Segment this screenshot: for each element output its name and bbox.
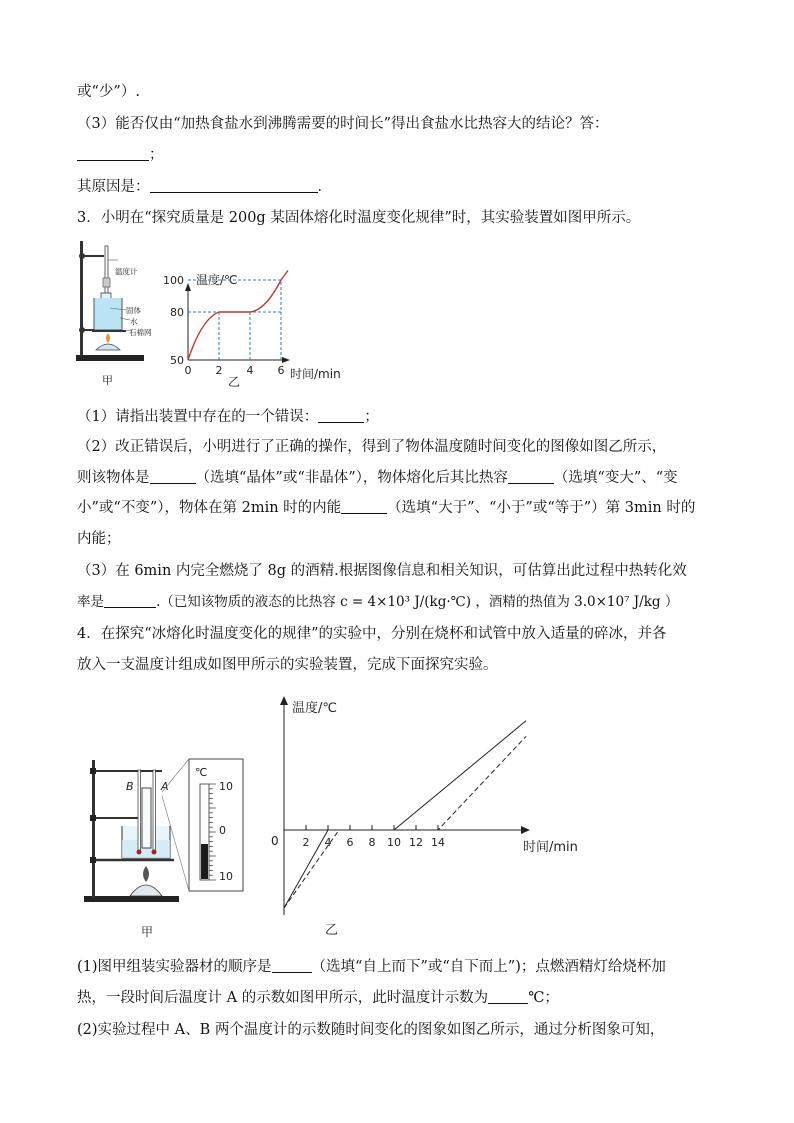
x-tick-label: 2 [215,364,223,377]
answer-blank[interactable] [488,988,528,1004]
answer-blank[interactable] [150,177,318,193]
thermo-tick-label: 10 [219,870,233,883]
x-tick-label: 14 [431,836,445,849]
text-line: 内能； [77,531,121,547]
text-line [77,988,559,1008]
thermometer-unit: ℃ [195,766,208,779]
thermo-tick-label: 0 [219,824,226,837]
text-fragment: ℃； [528,990,559,1006]
figure1-graph [163,262,366,392]
text-fragment: （选填“自上而下”或“自下而上”)；点燃酒精灯给烧杯加 [311,959,666,975]
text-line: （3）在 6min 内完全燃烧了 8g 的酒精.根据图像信息和相关知识，可估算出此过程中热转化效 [77,563,687,579]
text-fragment: 则该物体是 [77,470,150,486]
figure-caption: 甲 [102,374,113,387]
x-axis-arrow [521,826,530,834]
series-line-asolid [284,721,526,908]
text-line: （2）改正错误后，小明进行了正确的操作，得到了物体温度随时间变化的图像如图乙所示， [77,439,667,455]
text-fragment: （选填“大于”、“小于”或“等于”）第 3min 时的 [387,500,696,516]
label-solid: 固体 [126,306,141,315]
text-fragment: (1)图甲组装实验器材的顺序是 [77,959,272,975]
figure2-graph [262,690,592,945]
x-axis-label: 时间/min [523,840,578,855]
flame-icon [143,866,149,882]
text-fragment: （1）请指出装置中存在的一个错误： [77,409,319,425]
text-fragment: 其原因是： [77,179,150,195]
y-axis-label: 温度/℃ [196,273,238,287]
figure2-apparatus [82,756,252,941]
x-tick-label: 8 [368,836,376,849]
label-a: A [161,780,169,793]
x-axis-arrow [282,357,290,363]
question-4-title: 4．在探究“冰熔化时温度变化的规律”的实验中，分别在烧杯和试管中放入适量的碎冰，并各 [77,626,667,642]
label-gauze: 石棉网 [129,328,152,337]
answer-blank[interactable] [318,407,364,423]
text-line [77,498,695,518]
text-fragment: 小”或“不变”），物体在第 2min 时的内能 [77,500,342,516]
stand-base [84,896,179,902]
text-line: (2)实验过程中 A、B 两个温度计的示数随时间变化的图象如图乙所示，通过分析图象可知， [77,1022,665,1038]
x-axis-label: 时间/min [290,367,341,381]
y-tick-label: 50 [170,354,184,367]
x-tick-label: 6 [277,364,285,377]
text-line: 放入一支温度计组成如图甲所示的实验装置，完成下面探究实验。 [77,657,498,673]
origin-label: 0 [271,834,279,848]
label-water: 水 [130,317,138,326]
figure-caption: 甲 [141,925,154,939]
label-b: B [126,780,134,793]
y-tick-label: 80 [170,306,184,319]
answer-blank[interactable] [150,468,196,484]
stand-base [76,355,144,361]
text-fragment: ． [317,179,332,195]
answer-blank[interactable] [341,498,387,514]
text-fragment: （选填“晶体”或“非晶体”），物体熔化后其比热容 [195,470,508,486]
x-tick-label: 6 [346,836,354,849]
y-tick-label: 100 [163,274,184,287]
test-tube [142,788,151,848]
figure-caption: 乙 [325,923,339,938]
text-line [77,177,332,197]
y-axis-arrow [185,283,191,291]
alcohol-lamp [96,344,120,350]
answer-blank[interactable] [508,468,554,484]
thermo-tick-label: 10 [219,780,233,793]
x-tick-label: 4 [324,836,332,849]
thermometer-b-icon [138,770,141,850]
label-thermometer: 温度计 [115,267,138,276]
text-line [77,407,379,427]
text-fragment: （选填“变大”、“变 [553,470,678,486]
y-axis-label: 温度/℃ [292,701,337,716]
answer-blank[interactable] [77,145,149,161]
text-line [77,957,666,977]
figure-caption: 乙 [228,375,241,389]
text-line [77,468,678,488]
x-tick-label: 4 [246,364,254,377]
figure1-apparatus [74,238,174,388]
thermometer-a-icon [153,770,156,850]
text-fragment: ； [149,147,164,163]
text-line [77,145,164,165]
answer-blank[interactable] [104,592,156,608]
text-line [77,592,678,612]
series-line-bdashed [284,736,526,908]
text-fragment: ； [364,409,379,425]
x-tick-label: 2 [302,836,310,849]
flame-icon [106,333,110,343]
text-fragment: .（已知该物质的液态的比热容 c = 4×10³ J/(kg·℃) ，酒精的热值为 3.0×10⁷ J/kg ） [156,594,679,610]
question-3-title: 3．小明在“探究质量是 200g 某固体熔化时温度变化规律”时，其实验装置如图甲所示。 [77,210,641,226]
alcohol-lamp [130,885,162,896]
x-tick-label: 10 [387,836,401,849]
y-axis-arrow [280,696,288,705]
text-line: （3）能否仅由“加热食盐水到沸腾需要的时间长”得出食盐水比热容大的结论？答： [77,116,609,132]
beaker [94,298,122,330]
answer-blank[interactable] [272,957,312,973]
text-fragment: 热，一段时间后温度计 A 的示数如图甲所示，此时温度计示数为 [77,990,489,1006]
text-fragment: 率是 [77,594,104,610]
stand-rod [92,760,95,898]
x-tick-label: 12 [409,836,423,849]
x-tick-label: 0 [184,364,192,377]
text-line: 或“少”）. [77,84,140,100]
